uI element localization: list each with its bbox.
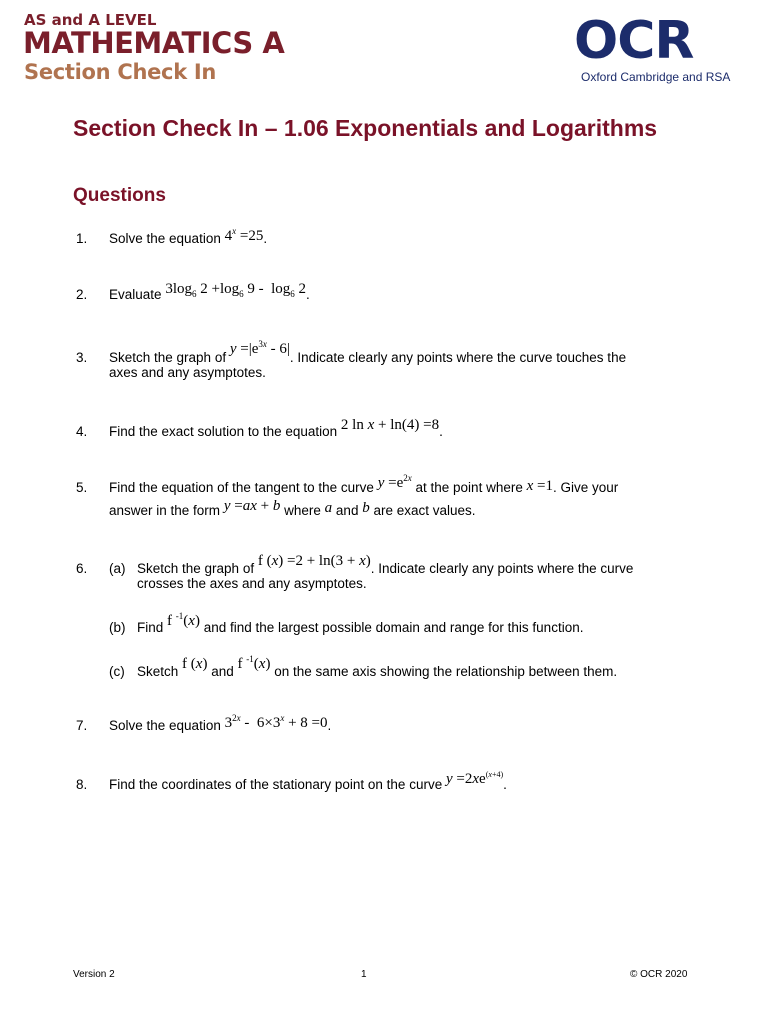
question-5-line2	[109, 498, 476, 519]
question-text: and find the largest possible domain and range for this function.	[203, 620, 584, 635]
variable-a: a	[324, 500, 333, 516]
question-1	[109, 226, 268, 247]
question-text: Sketch the graph of	[137, 561, 255, 576]
equation: $y =e^{2x}$	[377, 473, 412, 491]
question-text: Find	[137, 620, 164, 635]
question-text: Find the equation of the tangent to the curve	[109, 480, 374, 495]
question-text: are exact values.	[373, 503, 476, 518]
question-text: Solve the equation	[109, 718, 221, 733]
variable-b: b	[362, 500, 370, 516]
question-text: on the same axis showing the relationship between them.	[274, 664, 618, 679]
question-6c	[137, 654, 618, 680]
equation: f $^{-1}$(x)	[237, 654, 271, 672]
question-3-line2: axes and any asymptotes.	[109, 365, 266, 380]
question-text-end: .	[306, 287, 310, 302]
question-6b-label: (b)	[109, 620, 126, 635]
logo-letters: OCR	[574, 11, 694, 71]
question-text: where	[284, 503, 321, 518]
question-text: at the point where	[415, 480, 523, 495]
footer-version: Version 2	[73, 969, 115, 980]
question-number: 2.	[76, 287, 88, 302]
question-number: 4.	[76, 424, 88, 439]
question-text-end: .	[439, 424, 443, 439]
footer-page-number: 1	[361, 969, 367, 980]
question-text: Sketch the graph of	[109, 350, 227, 365]
question-6a	[137, 553, 634, 577]
question-7	[109, 713, 332, 734]
question-text: answer in the form	[109, 503, 221, 518]
question-text: Find the exact solution to the equation	[109, 424, 338, 439]
question-number: 1.	[76, 231, 88, 246]
question-text-end: .	[327, 718, 332, 733]
equation: 2 ln x + ln(4) =8	[340, 417, 440, 433]
question-6a-line2: crosses the axes and any asymptotes.	[137, 576, 367, 591]
equation: $3\log_6$ $2 +\log_6$ $9 - \log_6 2$	[165, 281, 307, 299]
question-number: 6.	[76, 561, 88, 576]
equation: f $^{-1}$(x)	[167, 611, 200, 629]
equation: f (x)	[182, 656, 208, 672]
question-text-end: .	[263, 231, 268, 246]
ocr-logo	[574, 11, 740, 84]
question-8	[109, 770, 507, 793]
question-6c-label: (c)	[109, 664, 125, 679]
question-text: Evaluate	[109, 287, 162, 302]
question-text: Sketch	[137, 664, 179, 679]
question-number: 3.	[76, 350, 88, 365]
equation: f (x) =2 + ln(3 + x)	[257, 553, 371, 569]
equation: $4^x =25$	[224, 226, 264, 244]
page-title: Section Check In – 1.06 Exponentials and Logarithms	[73, 115, 658, 141]
question-6b	[137, 611, 584, 636]
question-number: 8.	[76, 777, 88, 792]
question-text-end: . Indicate clearly any points where the curve	[370, 561, 634, 576]
header-series: Section Check In	[24, 60, 217, 84]
question-number: 5.	[76, 480, 88, 495]
equation: y =ax + b	[223, 498, 281, 514]
section-heading: Questions	[73, 185, 166, 206]
question-text-end: .	[503, 777, 507, 792]
question-4	[109, 417, 443, 440]
equation: $y =2xe^{(x+4)}$	[445, 770, 504, 787]
logo-tagline: Oxford Cambridge and RSA	[581, 70, 731, 84]
question-2	[109, 281, 310, 303]
question-text: Solve the equation	[109, 231, 221, 246]
question-text: and	[335, 503, 359, 518]
question-number: 7.	[76, 718, 88, 733]
footer-copyright: © OCR 2020	[630, 969, 688, 980]
question-3	[109, 339, 627, 366]
question-text: and	[211, 664, 234, 679]
question-5	[109, 473, 619, 496]
header-level: AS and A LEVEL	[24, 11, 157, 29]
equation: $3^{2x} - 6\times 3^x + 8 =0$	[224, 713, 328, 731]
question-text-end: . Indicate clearly any points where the curve touches the	[289, 350, 627, 365]
question-text: Find the coordinates of the stationary point on the curve	[109, 777, 443, 792]
header-subject: MATHEMATICS A	[23, 26, 285, 60]
question-6a-label: (a)	[109, 561, 126, 576]
equation: $y =|e^{3x} - 6|$	[229, 339, 290, 357]
question-text-end: . Give your	[553, 480, 619, 495]
equation: x =1	[526, 478, 553, 494]
